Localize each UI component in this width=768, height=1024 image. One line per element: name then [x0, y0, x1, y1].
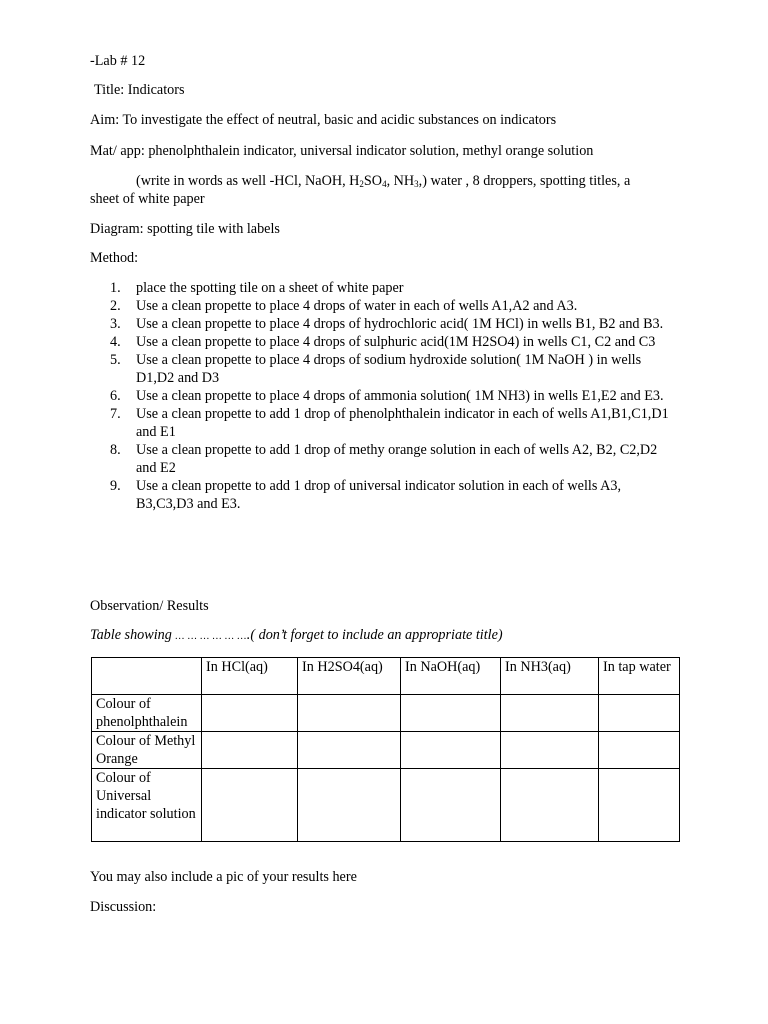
- pic-note: You may also include a pic of your results here: [90, 869, 357, 885]
- method-step: 6. Use a clean propette to place 4 drops of ammonia solution( 1M NH3) in wells E1,E2 and E3.: [110, 388, 664, 404]
- table-cell: [501, 769, 599, 842]
- table-cell: [202, 769, 298, 842]
- table-header-cell: In NaOH(aq): [401, 658, 501, 695]
- results-table: [91, 657, 680, 842]
- aim-text: Aim: To investigate the effect of neutral, basic and acidic substances on indicators: [90, 112, 557, 128]
- materials-text: Mat/ app: phenolphthalein indicator, universal indicator solution, methyl orange solution: [90, 143, 594, 159]
- diagram-text: Diagram: spotting tile with labels: [90, 221, 280, 237]
- method-step: 4. Use a clean propette to place 4 drops of sulphuric acid(1M H2SO4) in wells C1, C2 and C3: [110, 334, 656, 350]
- row-label: Colour of Universal indicator solution: [92, 769, 202, 842]
- method-step: 2. Use a clean propette to place 4 drops of water in each of wells A1,A2 and A3.: [110, 298, 578, 314]
- method-step: 7. Use a clean propette to add 1 drop of phenolphthalein indicator in each of wells A1,B1,C1,D1 and E1: [110, 406, 669, 440]
- method-list: [110, 279, 680, 513]
- table-cell: [202, 732, 298, 769]
- method-step: 3. Use a clean propette to place 4 drops of hydrochloric acid( 1M HCl) in wells B1, B2 and B3.: [110, 316, 664, 332]
- method-heading: Method:: [90, 250, 139, 266]
- materials-continued: (write in words as well -HCl, NaOH, $H_2SO_4$, $NH_3$,) water , 8 droppers, spotting titles, a sheet of white paper: [90, 173, 631, 207]
- table-cell: [599, 732, 680, 769]
- table-caption: Table showing … … … … … ….( don’t forget to include an appropriate title): [90, 627, 503, 643]
- row-label: Colour of Methyl Orange: [92, 732, 202, 769]
- method-step: 5. Use a clean propette to place 4 drops of sodium hydroxide solution( 1M NaOH ) in wells D1,D2 and D3: [110, 352, 642, 386]
- table-cell: [501, 732, 599, 769]
- table-cell: [298, 732, 401, 769]
- table-cell: [202, 695, 298, 732]
- table-header-cell: [92, 658, 202, 695]
- discussion-heading: Discussion:: [90, 899, 157, 915]
- table-cell: [401, 695, 501, 732]
- table-row: [92, 769, 680, 842]
- table-cell: [401, 732, 501, 769]
- table-header-cell: In NH3(aq): [501, 658, 599, 695]
- results-heading: Observation/ Results: [90, 598, 209, 614]
- lab-number: -Lab # 12: [90, 53, 146, 69]
- table-cell: [298, 695, 401, 732]
- table-cell: [298, 769, 401, 842]
- method-step: 8. Use a clean propette to add 1 drop of methy orange solution in each of wells A2, B2, C2,D2 and E2: [110, 442, 658, 476]
- table-header-row: [92, 658, 680, 695]
- table-cell: [501, 695, 599, 732]
- table-cell: [599, 695, 680, 732]
- table-header-cell: In tap water: [599, 658, 680, 695]
- table-cell: [599, 769, 680, 842]
- table-header-cell: In H2SO4(aq): [298, 658, 401, 695]
- table-header-cell: In HCl(aq): [202, 658, 298, 695]
- row-label: Colour of phenolphthalein: [92, 695, 202, 732]
- table-row: [92, 695, 680, 732]
- method-step: 1. place the spotting tile on a sheet of white paper: [110, 280, 404, 296]
- table-row: [92, 732, 680, 769]
- lab-title: Title: Indicators: [94, 82, 185, 98]
- table-cell: [401, 769, 501, 842]
- method-step: 9. Use a clean propette to add 1 drop of universal indicator solution in each of wells A3, B3,C3,D3 and E3.: [110, 478, 621, 512]
